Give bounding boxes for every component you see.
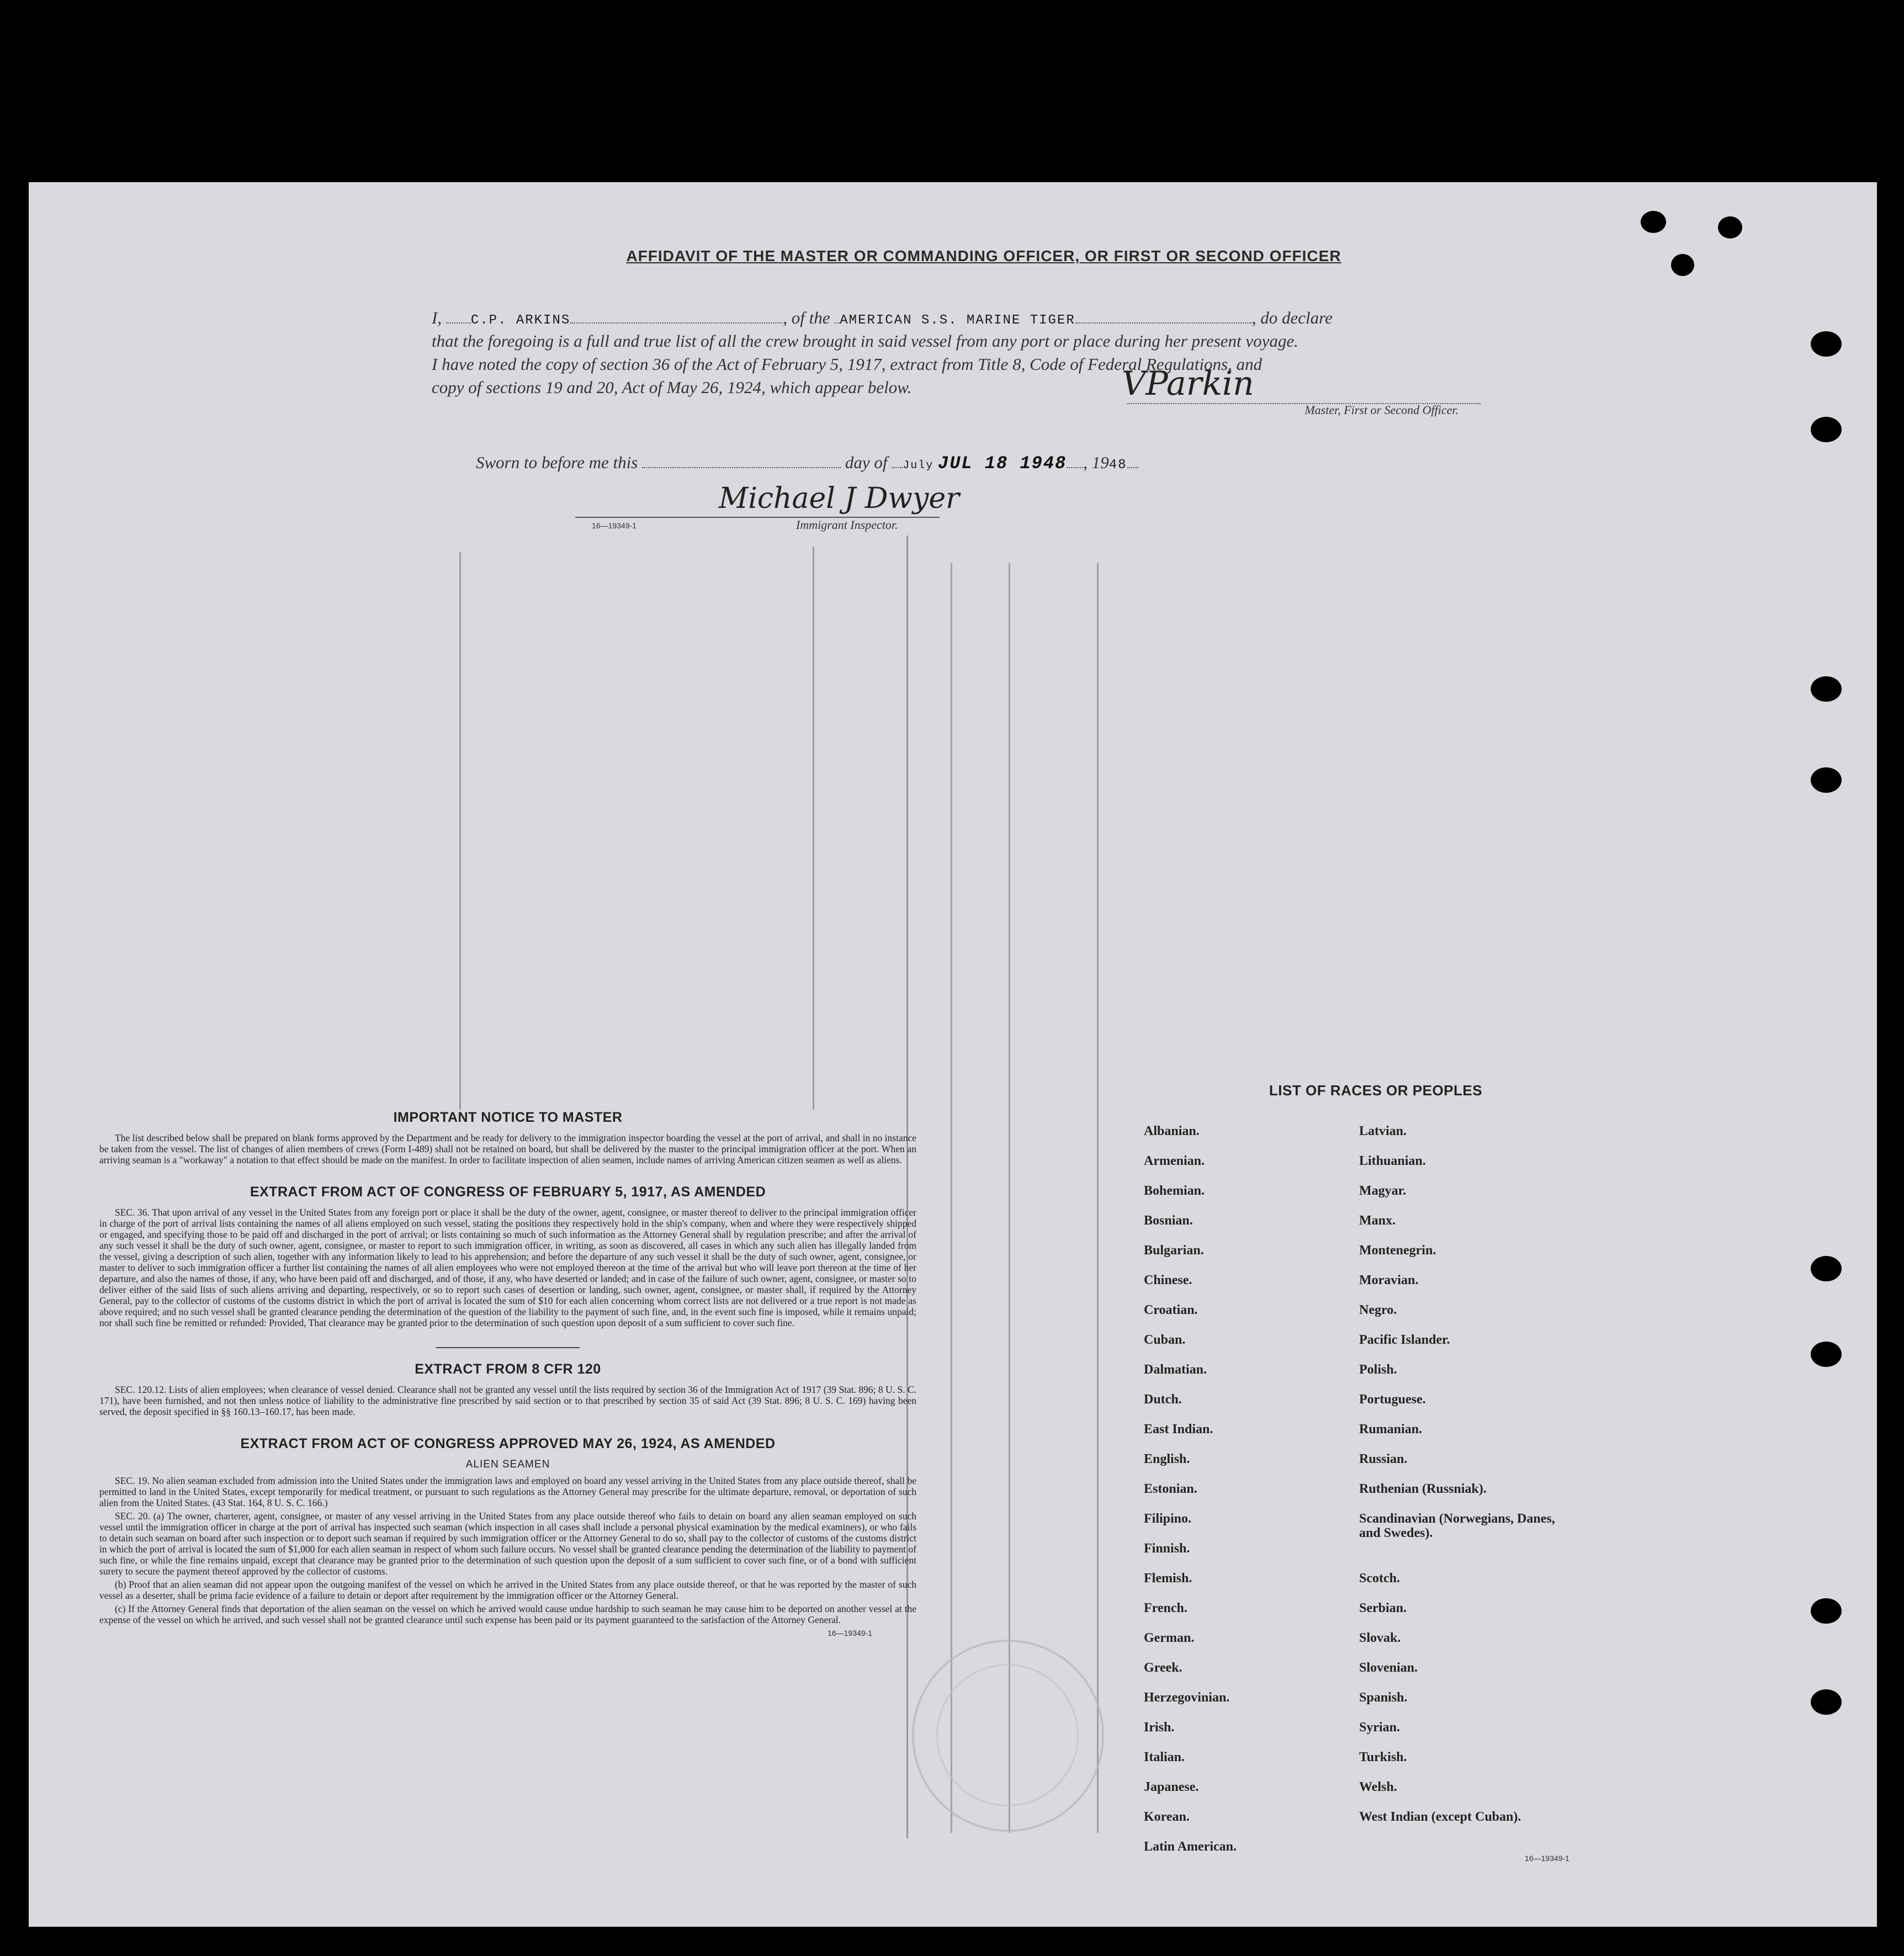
- extract-cfr-text: SEC. 120.12. Lists of alien employees; when clearance of vessel denied. Clearance shall not be granted any vessel until the lists required by section 36 of the Immigration Act of 1917 (39 Stat. 896; 8 U. S. C. 171), have been furnished, and not then unless notice of liability to the administrative fine prescribed by said section or to that prescribed by section 35 of said Act (39 Stat. 896; 8 U. S. C. 169) having been served, the deposit specified in §§ 160.13–160.17, has been made.: [99, 1384, 916, 1417]
- race-item: Irish.: [1144, 1720, 1175, 1735]
- master-caption: Master, First or Second Officer.: [1304, 403, 1459, 417]
- race-item: Cuban.: [1144, 1333, 1186, 1347]
- race-item: Negro.: [1359, 1303, 1397, 1317]
- races-form-number: 16—19349-1: [1525, 1854, 1569, 1863]
- race-item: Scotch.: [1359, 1571, 1400, 1586]
- notice-to-master: [99, 1110, 916, 1165]
- sec-20b-text: (b) Proof that an alien seaman did not appear upon the outgoing manifest of the vessel on which he arrived in the United States from any place outside thereof, or that he was reported by the master of such vessel as a deserter, shall be prima facie evidence of a failure to detain or deport after requirement by the immigration officer or the Attorney General.: [99, 1579, 916, 1601]
- race-item: Polish.: [1359, 1363, 1397, 1377]
- sworn-label: Sworn to before me this: [476, 453, 638, 472]
- races-left-column: [1144, 1124, 1237, 1869]
- race-item: Manx.: [1359, 1213, 1396, 1228]
- punch-hole: [1811, 1689, 1842, 1715]
- races-right-column: [1359, 1124, 1558, 1840]
- race-item: Welsh.: [1359, 1780, 1397, 1794]
- punch-hole: [1811, 1256, 1842, 1281]
- race-item: French.: [1144, 1601, 1187, 1615]
- race-item: Estonian.: [1144, 1482, 1197, 1496]
- race-item: Greek.: [1144, 1661, 1182, 1675]
- race-item: Finnish.: [1144, 1541, 1190, 1556]
- race-item: Serbian.: [1359, 1601, 1407, 1615]
- race-item: Montenegrin.: [1359, 1243, 1436, 1258]
- race-item: Pacific Islander.: [1359, 1333, 1450, 1347]
- declaration-line-2: that the foregoing is a full and true list of all the crew brought in said vessel from any port or place during her present voyage.: [432, 331, 1298, 351]
- race-item: Scandinavian (Norwegians, Danes, and Swedes).: [1359, 1512, 1555, 1540]
- race-item: Japanese.: [1144, 1780, 1199, 1794]
- punch-hole: [1811, 676, 1842, 702]
- extract-1924-subheading: ALIEN SEAMEN: [465, 1459, 550, 1470]
- race-item: Turkish.: [1359, 1750, 1407, 1764]
- race-item: Herzegovinian.: [1144, 1690, 1230, 1705]
- day-of-label: day of: [845, 453, 888, 472]
- extract-cfr: [99, 1361, 916, 1417]
- race-item: German.: [1144, 1631, 1195, 1645]
- master-signature: VParkin: [1122, 364, 1254, 403]
- punch-hole: [1811, 1598, 1842, 1624]
- race-item: Lithuanian.: [1359, 1154, 1426, 1168]
- race-item: Latvian.: [1359, 1124, 1407, 1138]
- extract-1917-heading: EXTRACT FROM ACT OF CONGRESS OF FEBRUARY 5, 1917, AS AMENDED: [250, 1184, 766, 1200]
- affidavit-title: AFFIDAVIT OF THE MASTER OR COMMANDING OFFICER, OR FIRST OR SECOND OFFICER: [626, 247, 1341, 264]
- column-rule: [951, 563, 952, 1833]
- race-item: Filipino.: [1144, 1512, 1192, 1526]
- race-item: Bulgarian.: [1144, 1243, 1204, 1258]
- declaration-line-4: copy of sections 19 and 20, Act of May 26, 1924, which appear below.: [432, 378, 912, 397]
- inspector-caption: Immigrant Inspector.: [796, 518, 898, 532]
- race-item: Russian.: [1359, 1452, 1408, 1466]
- declarant-label: I,: [432, 308, 442, 327]
- punch-hole: [1811, 331, 1842, 357]
- month-written: July: [903, 459, 934, 472]
- race-item: Korean.: [1144, 1810, 1190, 1824]
- extract-1924: [99, 1436, 916, 1637]
- race-item: Armenian.: [1144, 1154, 1205, 1168]
- notice-heading: IMPORTANT NOTICE TO MASTER: [393, 1110, 623, 1125]
- race-item: West Indian (except Cuban).: [1359, 1810, 1521, 1824]
- race-item: Latin American.: [1144, 1840, 1237, 1854]
- race-item: Ruthenian (Russniak).: [1359, 1482, 1487, 1496]
- race-item: East Indian.: [1144, 1422, 1213, 1436]
- extract-1917-text: SEC. 36. That upon arrival of any vessel in the United States from any foreign port or place it shall be the duty of the owner, agent, consignee, or master thereof to deliver to the principal immigration officer in charge of the port of arrival lists containing the names of all aliens employed on such vessel, stating the positions they respectively hold in the ship's company, when and where they were respectively shipped or engaged, and specifying those to be paid off and discharged in the port of arrival; or lists containing so much of such information as the Attorney General shall by regulation prescribe; and after the arrival of any such vessel it shall be the duty of such owner, agent, consignee, or master to report to such immigration officer, in writing, as soon as discovered, all cases in which any such alien has illegally landed from the vessel, giving a description of such alien, together with any information likely to lead to his apprehension; and before the departure of any such vessel it shall be the duty of such owner, agent, consignee, or master to deliver to such immigration officer a further list containing the names of all alien employees who were not employed thereon at the time of the arrival but who will leave port thereon at the time of her departure, and also the names of those, if any, who have been paid off and discharged, and of those, if any, who have deserted or landed; and in case of the failure of such owner, agent, consignee, or master so to deliver either of the said lists of such aliens arriving and departing, respectively, or so to report such cases of desertion or landing, such owner, agent, consignee, or master shall, if required by the Attorney General, pay to the collector of customs of the customs district in which the port of arrival is located the sum of $10 for each alien concerning whom correct lists are not delivered or a true report is not made as above required; and no such vessel shall be granted clearance pending the determination of the question of the liability to the payment of such fine, and, in the event such fine is imposed, while it remains unpaid; nor shall such fine be remitted or refunded: Provided, That clearance may be granted prior to the determination of such question upon deposit of a sum sufficient to cover such fine.: [99, 1207, 916, 1328]
- race-item: Moravian.: [1359, 1273, 1419, 1287]
- punch-hole: [1671, 254, 1694, 276]
- master-signature-block: [1111, 364, 1497, 417]
- race-item: Magyar.: [1359, 1184, 1407, 1198]
- extract-form-number: 16—19349-1: [828, 1629, 872, 1637]
- race-item: Portuguese.: [1359, 1392, 1426, 1407]
- punch-hole: [1811, 1342, 1842, 1367]
- race-item: Dutch.: [1144, 1392, 1182, 1407]
- column-rule: [813, 547, 814, 1110]
- inspector-signature: Michael J Dwyer: [719, 482, 960, 515]
- column-rule: [459, 552, 461, 1110]
- race-item: Rumanian.: [1359, 1422, 1423, 1436]
- notice-text: The list described below shall be prepared on blank forms approved by the Department and be ready for delivery to the immigration inspector boarding the vessel at the port of arrival, and shall in no instance be taken from the vessel. The list of changes of alien members of crews (Form I-489) shall not be retained on board, but shall be delivered by the master to the principal immigration officer at the port. When an arriving seaman is a "workaway" a notation to that effect should be made on the manifest. In order to facilitate inspection of alien seamen, include names of arriving American citizen seamen as well as aliens.: [99, 1132, 916, 1165]
- race-item: Bosnian.: [1144, 1213, 1193, 1228]
- sec-20c-text: (c) If the Attorney General finds that deportation of the alien seaman on the vessel on which he arrived would cause undue hardship to such seaman he may cause him to be deported on another vessel at the expense of the vessel on which he arrived, and such vessel shall not be granted clearance until such expense has been paid or its payment guaranteed to the satisfaction of the Attorney General.: [99, 1603, 916, 1625]
- affidavit-form-number: 16—19349-1: [592, 521, 637, 530]
- punch-hole: [1718, 216, 1742, 238]
- inspector-signature-block: [575, 480, 973, 534]
- column-rule: [1097, 563, 1099, 1833]
- do-declare-label: , do declare: [1251, 308, 1333, 327]
- race-item: Flemish.: [1144, 1571, 1192, 1586]
- year-prefix: , 19: [1083, 453, 1109, 472]
- sec-19-text: SEC. 19. No alien seaman excluded from admission into the United States under the immigration laws and employed on board any vessel arriving in the United States from any place outside thereof, shall be permitted to land in the United States, except temporarily for medical treatment, or pursuant to such regulations as the Attorney General may prescribe for the ultimate departure, removal, or deportation of such alien from the United States. (43 Stat. 164, 8 U. S. C. 166.): [99, 1475, 916, 1508]
- race-item: Syrian.: [1359, 1720, 1401, 1735]
- extract-1924-heading: EXTRACT FROM ACT OF CONGRESS APPROVED MAY 26, 1924, AS AMENDED: [240, 1436, 776, 1451]
- race-item: Croatian.: [1144, 1303, 1198, 1317]
- date-stamp: JUL 18 1948: [937, 453, 1067, 474]
- punch-hole: [1811, 767, 1842, 793]
- races-list: [1144, 1082, 1641, 1863]
- section-divider: [436, 1347, 580, 1348]
- race-item: Bohemian.: [1144, 1184, 1205, 1198]
- race-item: Italian.: [1144, 1750, 1185, 1764]
- extract-cfr-heading: EXTRACT FROM 8 CFR 120: [415, 1361, 601, 1377]
- legal-notices: [99, 1110, 916, 1637]
- officer-name: C.P. ARKINS: [470, 313, 571, 328]
- race-item: Slovenian.: [1359, 1661, 1418, 1675]
- race-item: Spanish.: [1359, 1690, 1408, 1705]
- of-the-label: , of the: [783, 308, 830, 327]
- sworn-line: [476, 453, 1304, 474]
- year-suffix: 48: [1109, 458, 1127, 473]
- punch-hole: [1641, 211, 1666, 233]
- sec-20a-text: SEC. 20. (a) The owner, charterer, agent, consignee, or master of any vessel arriving in the United States from any place outside thereof who fails to detain on board any alien seaman employed on such vessel until the immigration officer in charge at the port of arrival has inspected such seaman (which inspection in all cases shall include a personal physical examination by the medical examiners), or who fails to detain such seaman on board after such inspection or to deport such seaman if required by such immigration officer or the Attorney General to do so, shall pay to the collector of customs of the customs district in which the port of arrival is located the sum of $1,000 for each alien seaman in respect of whom such failure occurs. No vessel shall be granted clearance pending the determination of the liability to payment of such fine, or while the fine remains unpaid, except that clearance may be granted prior to the determination of such question upon the deposit of a sum sufficient to cover such fine, or of a bond with sufficient surety to secure the payment thereof approved by the collector of customs.: [99, 1510, 916, 1577]
- race-item: English.: [1144, 1452, 1190, 1466]
- races-heading: LIST OF RACES OR PEOPLES: [1269, 1082, 1483, 1099]
- faded-seal: [912, 1640, 1104, 1832]
- race-item: Dalmatian.: [1144, 1363, 1207, 1377]
- vessel-name: AMERICAN S.S. MARINE TIGER: [840, 313, 1075, 328]
- race-item: Slovak.: [1359, 1631, 1401, 1645]
- extract-1917: [99, 1184, 916, 1328]
- punch-hole: [1811, 417, 1842, 442]
- race-item: Albanian.: [1144, 1124, 1200, 1138]
- declaration-line-3: I have noted the copy of section 36 of the Act of February 5, 1917, extract from Title 8, Code of Federal Regulations, and: [432, 354, 1263, 374]
- form-sheet: [29, 182, 1877, 1927]
- race-item: Chinese.: [1144, 1273, 1192, 1287]
